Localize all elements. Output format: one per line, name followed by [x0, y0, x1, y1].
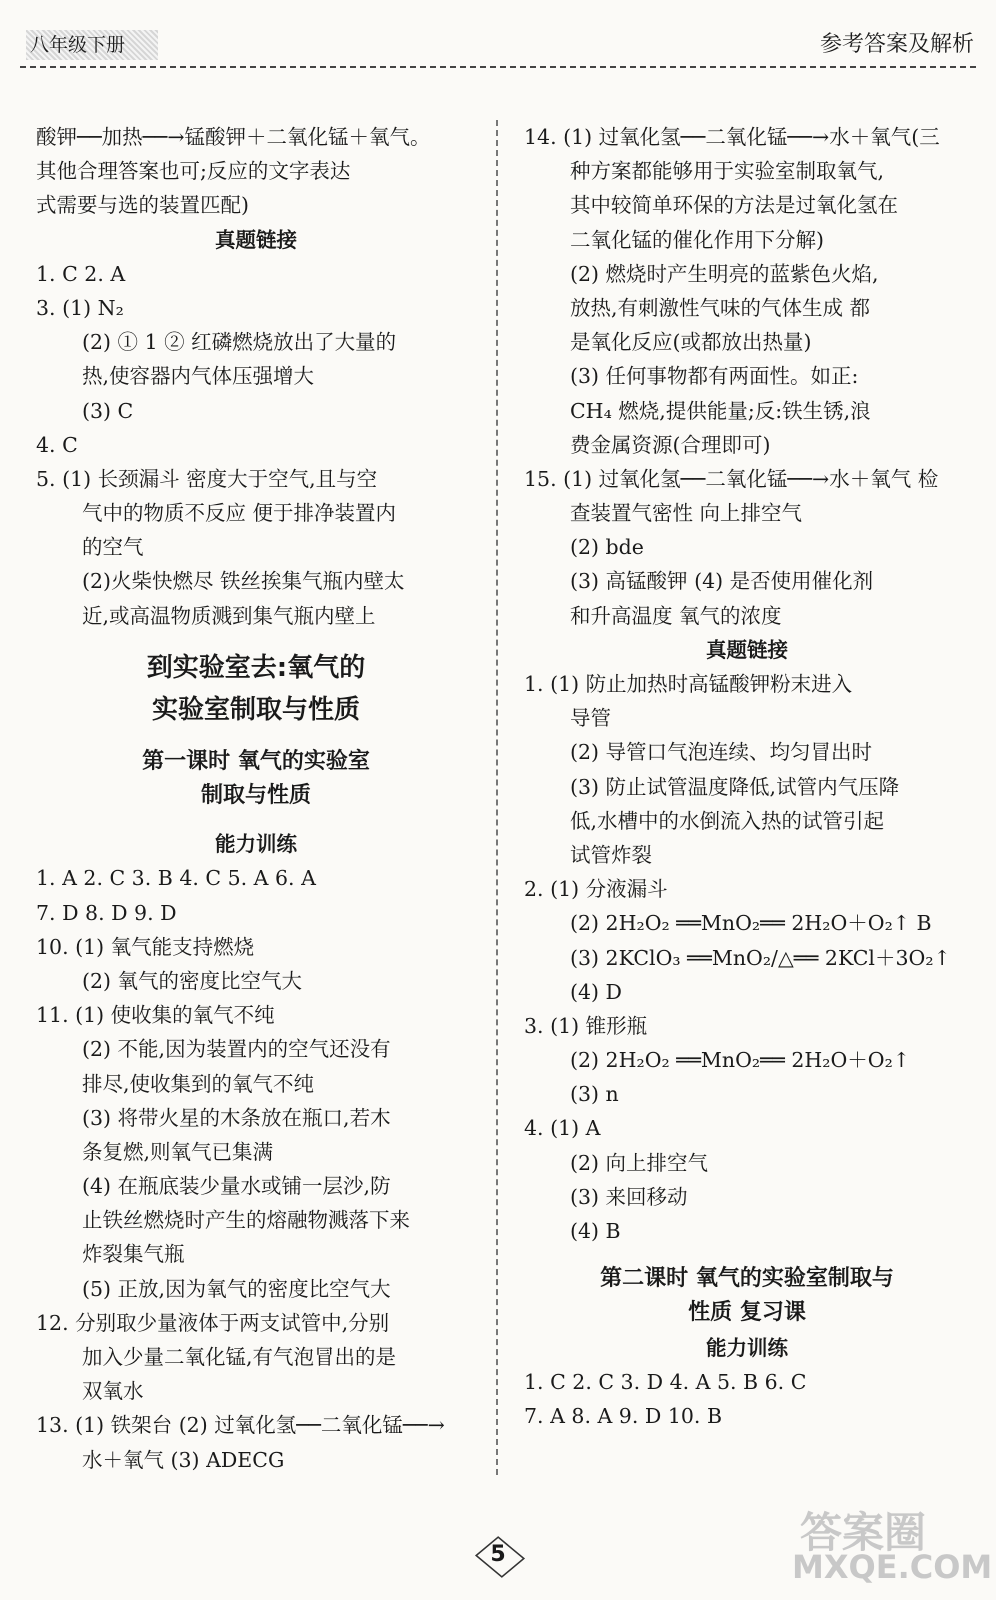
left-text-line: 止铁丝燃烧时产生的熔融物溅落下来 — [82, 1208, 410, 1233]
right-text-line: (3) 高锰酸钾 (4) 是否使用催化剂 — [570, 569, 874, 594]
right-text-line: 放热,有刺激性气味的气体生成 都 — [570, 295, 871, 320]
right-text-line: 试管炸裂 — [570, 842, 652, 867]
grade-label: 八年级下册 — [26, 30, 158, 60]
left-text-line: (2) 不能,因为装置内的空气还没有 — [82, 1037, 391, 1062]
left-text-line: 热,使容器内气体压强增大 — [82, 364, 315, 389]
left-text-line: 其他合理答案也可;反应的文字表达 — [36, 159, 351, 184]
right-text-line: 第二课时 氧气的实验室制取与 — [600, 1266, 894, 1292]
left-text-line: 第一课时 氧气的实验室 — [142, 748, 370, 774]
right-text-line: (2) bde — [570, 535, 644, 560]
right-text-line: (3) 任何事物都有两面性。如正: — [570, 364, 859, 389]
right-text-line: (2) 2H₂O₂ ══MnO₂══ 2H₂O＋O₂↑ B — [570, 911, 932, 936]
left-text-line: 12. 分别取少量液体于两支试管中,分别 — [36, 1310, 390, 1335]
watermark-logo: 答案圈 — [800, 1508, 927, 1557]
left-text-line: (3) 将带火星的木条放在瓶口,若木 — [82, 1105, 391, 1130]
right-text-line: 1. C 2. C 3. D 4. A 5. B 6. C — [524, 1369, 807, 1394]
left-text-line: 近,或高温物质溅到集气瓶内壁上 — [82, 603, 376, 628]
column-divider — [496, 120, 498, 1475]
right-text-line: 低,水槽中的水倒流入热的试管引起 — [570, 808, 885, 833]
left-text-line: 1. A 2. C 3. B 4. C 5. A 6. A — [36, 866, 316, 891]
right-text-line: 真题链接 — [706, 637, 788, 662]
watermark-url: MXQE.COM — [792, 1548, 993, 1586]
right-text-line: 7. A 8. A 9. D 10. B — [524, 1403, 723, 1428]
right-text-line: 导管 — [570, 706, 611, 731]
right-text-line: 4. (1) A — [524, 1116, 601, 1141]
left-text-line: (2)火柴快燃尽 铁丝挨集气瓶内壁太 — [82, 569, 405, 594]
left-text-line: 式需要与选的装置匹配) — [36, 193, 249, 218]
left-text-line: 制取与性质 — [200, 783, 311, 808]
page-number: 5 — [478, 1538, 518, 1572]
right-text-line: 费金属资源(合理即可) — [570, 432, 771, 457]
left-text-line: 7. D 8. D 9. D — [36, 900, 177, 925]
left-column — [36, 120, 476, 1477]
left-text-line: (3) C — [82, 398, 134, 423]
left-text-line: 13. (1) 铁架台 (2) 过氧化氢──二氧化锰──→ — [36, 1413, 445, 1438]
left-text-line: 能力训练 — [215, 832, 297, 857]
left-text-line: 11. (1) 使收集的氧气不纯 — [36, 1003, 275, 1028]
left-text-line: 加入少量二氧化锰,有气泡冒出的是 — [82, 1345, 397, 1369]
right-text-line: (2) 2H₂O₂ ══MnO₂══ 2H₂O＋O₂↑ — [570, 1048, 910, 1073]
left-text-line: 条复燃,则氧气已集满 — [82, 1139, 274, 1164]
right-text-line: 15. (1) 过氧化氢──二氧化锰──→水＋氧气 检 — [524, 466, 939, 491]
header-rule — [20, 66, 976, 68]
right-text-line: 查装置气密性 向上排空气 — [570, 501, 803, 526]
left-text-line: 实验室制取与性质 — [151, 694, 360, 725]
right-text-line: 是氧化反应(或都放出热量) — [570, 330, 812, 355]
right-text-line: 种方案都能够用于实验室制取氧气, — [570, 159, 885, 184]
left-text-line: 4. C — [36, 432, 78, 457]
right-text-line: 1. (1) 防止加热时高锰酸钾粉末进入 — [524, 672, 853, 696]
right-text-line: (3) n — [570, 1082, 619, 1107]
right-text-line: (4) B — [570, 1219, 621, 1243]
left-text-line: (5) 正放,因为氧气的密度比空气大 — [82, 1276, 391, 1301]
left-text-line: 5. (1) 长颈漏斗 密度大于空气,且与空 — [36, 466, 378, 491]
right-text-line: 和升高温度 氧气的浓度 — [570, 603, 782, 628]
left-text-line: 10. (1) 氧气能支持燃烧 — [36, 934, 255, 959]
right-text-line: (2) 导管口气泡连续、均匀冒出时 — [570, 740, 873, 765]
right-text-line: 14. (1) 过氧化氢──二氧化锰──→水＋氧气(三 — [524, 125, 940, 149]
left-text-line: 的空气 — [82, 535, 144, 560]
right-text-line: (4) D — [570, 979, 622, 1004]
left-text-line — [36, 813, 476, 827]
left-text-line — [36, 633, 476, 647]
left-text-line: 酸钾──加热──→锰酸钾＋二氧化锰＋氧气。 — [36, 125, 431, 149]
left-text-line: 到实验室去:氧气的 — [146, 652, 366, 683]
left-text-line: 炸裂集气瓶 — [82, 1242, 185, 1267]
right-text-line: 2. (1) 分液漏斗 — [524, 877, 668, 902]
right-text-line: 二氧化锰的催化作用下分解) — [570, 227, 824, 252]
right-text-line: (3) 2KClO₃ ══MnO₂/△══ 2KCl＋3O₂↑ — [570, 945, 951, 970]
left-text-line: (4) 在瓶底装少量水或铺一层沙,防 — [82, 1174, 391, 1199]
left-text-line: 水＋氧气 (3) ADECG — [82, 1447, 285, 1472]
right-text-line: (2) 燃烧时产生明亮的蓝紫色火焰, — [570, 261, 879, 286]
left-text-line: 排尽,使收集到的氧气不纯 — [82, 1071, 315, 1096]
left-text-line: 1. C 2. A — [36, 261, 126, 286]
right-text-line: (2) 向上排空气 — [570, 1150, 709, 1175]
right-text-line: 其中较简单环保的方法是过氧化氢在 — [570, 193, 898, 218]
right-text-line: (3) 来回移动 — [570, 1184, 688, 1209]
right-text-line — [524, 1248, 970, 1262]
left-text-line: 双氧水 — [82, 1379, 144, 1404]
right-text-line: 能力训练 — [706, 1335, 788, 1360]
right-text-line: 3. (1) 锥形瓶 — [524, 1013, 648, 1038]
left-text-line: (2) 氧气的密度比空气大 — [82, 968, 303, 993]
right-text-line: (3) 防止试管温度降低,试管内气压降 — [570, 774, 900, 799]
left-text-line: (2) ① 1 ② 红磷燃烧放出了大量的 — [82, 330, 397, 355]
left-text-line: 气中的物质不反应 便于排净装置内 — [82, 501, 397, 526]
right-text-line: CH₄ 燃烧,提供能量;反:铁生锈,浪 — [570, 398, 871, 423]
left-text-line — [36, 731, 476, 745]
left-text-line: 3. (1) N₂ — [36, 295, 124, 320]
left-text-line: 真题链接 — [215, 227, 297, 252]
page-header-title: 参考答案及解析 — [819, 32, 974, 57]
right-column — [524, 120, 970, 1433]
right-text-line: 性质 复习课 — [688, 1300, 806, 1326]
